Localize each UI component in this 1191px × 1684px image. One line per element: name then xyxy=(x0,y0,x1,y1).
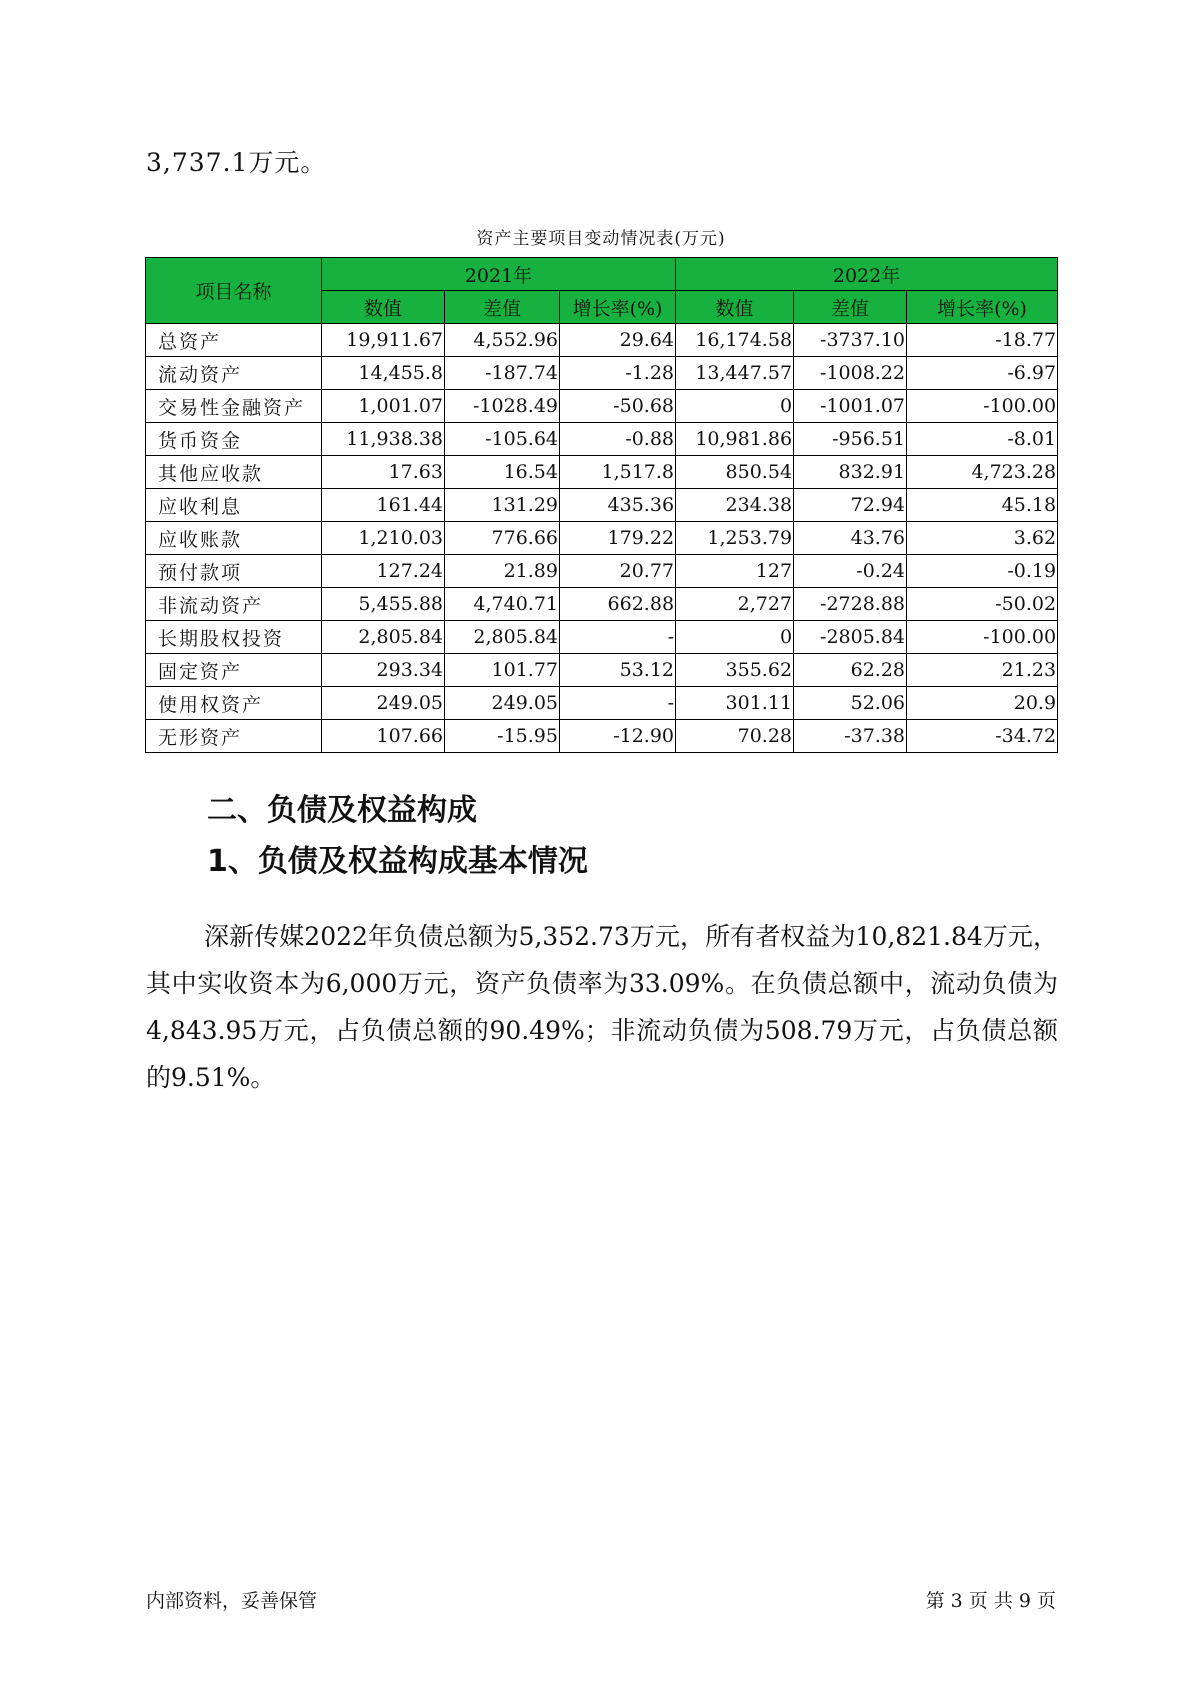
row-value-cell: 16,174.58 xyxy=(676,324,794,357)
row-value-cell: 179.22 xyxy=(560,522,676,555)
row-value-cell: 161.44 xyxy=(322,489,445,522)
row-value-cell: 1,001.07 xyxy=(322,390,445,423)
row-value-cell: -3737.10 xyxy=(794,324,907,357)
header-difference: 差值 xyxy=(445,291,560,324)
row-value-cell: -50.02 xyxy=(907,588,1058,621)
row-value-cell: -2728.88 xyxy=(794,588,907,621)
row-item-name: 应收利息 xyxy=(146,489,322,522)
row-value-cell: 53.12 xyxy=(560,654,676,687)
row-value-cell: -12.90 xyxy=(560,720,676,753)
row-value-cell: -1028.49 xyxy=(445,390,560,423)
table-row xyxy=(146,555,1058,588)
row-value-cell: 293.34 xyxy=(322,654,445,687)
row-value-cell: 19,911.67 xyxy=(322,324,445,357)
row-value-cell: 1,517.8 xyxy=(560,456,676,489)
row-value-cell: 20.9 xyxy=(907,687,1058,720)
table-body xyxy=(146,324,1058,753)
row-value-cell: 4,723.28 xyxy=(907,456,1058,489)
row-value-cell: -100.00 xyxy=(907,390,1058,423)
row-value-cell: -1008.22 xyxy=(794,357,907,390)
row-value-cell: -6.97 xyxy=(907,357,1058,390)
row-value-cell: 0 xyxy=(676,390,794,423)
row-value-cell: 355.62 xyxy=(676,654,794,687)
row-value-cell: 29.64 xyxy=(560,324,676,357)
table-row xyxy=(146,324,1058,357)
row-value-cell: 662.88 xyxy=(560,588,676,621)
header-year-2021: 2021年 xyxy=(322,258,676,291)
table-row xyxy=(146,489,1058,522)
row-value-cell: 2,805.84 xyxy=(445,621,560,654)
section-heading: 二、负债及权益构成 xyxy=(207,793,477,828)
table-row xyxy=(146,654,1058,687)
row-value-cell: -18.77 xyxy=(907,324,1058,357)
table-row xyxy=(146,423,1058,456)
header-value: 数值 xyxy=(676,291,794,324)
row-value-cell: 234.38 xyxy=(676,489,794,522)
header-value: 数值 xyxy=(322,291,445,324)
row-value-cell: -2805.84 xyxy=(794,621,907,654)
row-item-name: 应收账款 xyxy=(146,522,322,555)
row-value-cell: 5,455.88 xyxy=(322,588,445,621)
row-value-cell: 127.24 xyxy=(322,555,445,588)
header-year-2022: 2022年 xyxy=(676,258,1058,291)
row-value-cell: 72.94 xyxy=(794,489,907,522)
row-value-cell: 16.54 xyxy=(445,456,560,489)
table-row xyxy=(146,456,1058,489)
row-value-cell: 127 xyxy=(676,555,794,588)
row-value-cell: -0.24 xyxy=(794,555,907,588)
row-value-cell: 62.28 xyxy=(794,654,907,687)
asset-changes-table xyxy=(145,257,1058,753)
row-value-cell: 21.23 xyxy=(907,654,1058,687)
row-item-name: 其他应收款 xyxy=(146,456,322,489)
footer-page-number: 第 3 页 共 9 页 xyxy=(925,1590,1056,1612)
row-value-cell: -0.19 xyxy=(907,555,1058,588)
row-value-cell: 3.62 xyxy=(907,522,1058,555)
row-value-cell: - xyxy=(560,687,676,720)
row-item-name: 非流动资产 xyxy=(146,588,322,621)
row-value-cell: 2,727 xyxy=(676,588,794,621)
row-item-name: 固定资产 xyxy=(146,654,322,687)
row-value-cell: 4,740.71 xyxy=(445,588,560,621)
row-value-cell: - xyxy=(560,621,676,654)
row-value-cell: 101.77 xyxy=(445,654,560,687)
row-item-name: 总资产 xyxy=(146,324,322,357)
table-row xyxy=(146,357,1058,390)
row-value-cell: -100.00 xyxy=(907,621,1058,654)
row-item-name: 使用权资产 xyxy=(146,687,322,720)
header-growth-rate: 增长率(%) xyxy=(560,291,676,324)
row-value-cell: 10,981.86 xyxy=(676,423,794,456)
row-value-cell: 4,552.96 xyxy=(445,324,560,357)
row-value-cell: -15.95 xyxy=(445,720,560,753)
row-item-name: 货币资金 xyxy=(146,423,322,456)
row-value-cell: 301.11 xyxy=(676,687,794,720)
row-value-cell: -34.72 xyxy=(907,720,1058,753)
row-value-cell: -1.28 xyxy=(560,357,676,390)
footer-confidential-note: 内部资料，妥善保管 xyxy=(146,1590,318,1612)
row-value-cell: -105.64 xyxy=(445,423,560,456)
row-item-name: 长期股权投资 xyxy=(146,621,322,654)
row-item-name: 无形资产 xyxy=(146,720,322,753)
row-value-cell: -956.51 xyxy=(794,423,907,456)
row-value-cell: 1,210.03 xyxy=(322,522,445,555)
table-row xyxy=(146,390,1058,423)
table-row xyxy=(146,687,1058,720)
row-value-cell: 0 xyxy=(676,621,794,654)
row-value-cell: -187.74 xyxy=(445,357,560,390)
table-row xyxy=(146,522,1058,555)
row-value-cell: 70.28 xyxy=(676,720,794,753)
header-difference: 差值 xyxy=(794,291,907,324)
table-caption: 资产主要项目变动情况表(万元) xyxy=(476,229,726,249)
row-value-cell: 1,253.79 xyxy=(676,522,794,555)
header-item-name: 项目名称 xyxy=(146,258,322,324)
row-value-cell: 11,938.38 xyxy=(322,423,445,456)
row-value-cell: 850.54 xyxy=(676,456,794,489)
row-value-cell: 20.77 xyxy=(560,555,676,588)
header-growth-rate: 增长率(%) xyxy=(907,291,1058,324)
table-header-row xyxy=(146,258,1058,291)
row-value-cell: 45.18 xyxy=(907,489,1058,522)
body-paragraph: 深新传媒2022年负债总额为5,352.73万元，所有者权益为10,821.84万元，其中实收资本为6,000万元，资产负债率为33.09%。在负债总额中，流动负债为4,843.95万元，占负债总额的90.49%；非流动负债为508.79万元，占负债总额的9.51%。 xyxy=(146,922,1058,1092)
row-item-name: 预付款项 xyxy=(146,555,322,588)
row-value-cell: 13,447.57 xyxy=(676,357,794,390)
row-value-cell: -8.01 xyxy=(907,423,1058,456)
row-value-cell: 249.05 xyxy=(445,687,560,720)
row-value-cell: 249.05 xyxy=(322,687,445,720)
row-value-cell: 131.29 xyxy=(445,489,560,522)
row-value-cell: 52.06 xyxy=(794,687,907,720)
row-value-cell: 107.66 xyxy=(322,720,445,753)
row-value-cell: -37.38 xyxy=(794,720,907,753)
table-row xyxy=(146,588,1058,621)
row-value-cell: 14,455.8 xyxy=(322,357,445,390)
row-value-cell: 2,805.84 xyxy=(322,621,445,654)
row-value-cell: -50.68 xyxy=(560,390,676,423)
row-value-cell: 21.89 xyxy=(445,555,560,588)
row-value-cell: 832.91 xyxy=(794,456,907,489)
row-item-name: 交易性金融资产 xyxy=(146,390,322,423)
row-value-cell: 776.66 xyxy=(445,522,560,555)
table-row xyxy=(146,621,1058,654)
row-value-cell: 435.36 xyxy=(560,489,676,522)
continuation-text: 3,737.1万元。 xyxy=(146,148,327,177)
row-value-cell: 17.63 xyxy=(322,456,445,489)
row-item-name: 流动资产 xyxy=(146,357,322,390)
row-value-cell: 43.76 xyxy=(794,522,907,555)
row-value-cell: -1001.07 xyxy=(794,390,907,423)
table-row xyxy=(146,720,1058,753)
row-value-cell: -0.88 xyxy=(560,423,676,456)
subsection-heading: 1、负债及权益构成基本情况 xyxy=(207,844,588,879)
